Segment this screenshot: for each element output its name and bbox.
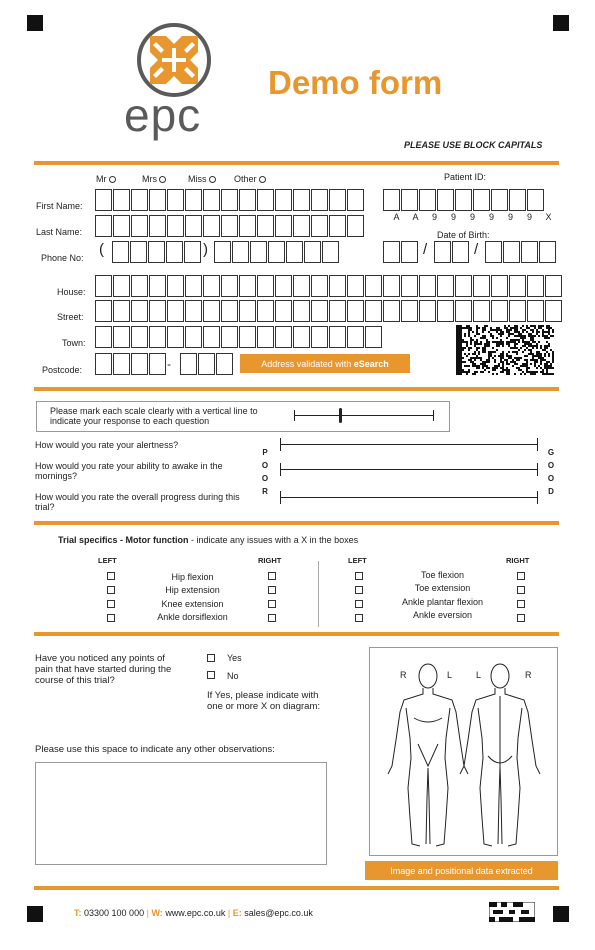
checkbox-hip-flexion-right[interactable] [268, 572, 276, 580]
diagram-label-r-back: R [525, 670, 532, 680]
char-box[interactable] [329, 300, 346, 322]
char-box[interactable] [311, 326, 328, 348]
char-box[interactable] [95, 275, 112, 297]
page-title: Demo form [268, 64, 443, 101]
phone-label: Phone No: [41, 253, 84, 263]
char-box[interactable] [130, 241, 147, 263]
body-outline-diagram [370, 648, 559, 857]
image-extracted-badge: Image and positional data extracted [365, 861, 558, 880]
char-box[interactable] [167, 189, 184, 211]
char-box[interactable] [383, 189, 400, 211]
char-box[interactable] [434, 241, 451, 263]
last-name-label: Last Name: [36, 227, 83, 237]
char-box[interactable] [455, 189, 472, 211]
char-box[interactable] [268, 241, 285, 263]
char-box[interactable] [113, 326, 130, 348]
char-box[interactable] [131, 353, 148, 375]
char-box[interactable] [221, 326, 238, 348]
checkbox-knee-extension-left[interactable] [107, 600, 115, 608]
char-box[interactable] [221, 275, 238, 297]
scale-instruction: Please mark each scale clearly with a vertical line to indicate your response to each question [50, 406, 258, 426]
char-box[interactable] [95, 215, 112, 237]
radio-mrs[interactable] [159, 176, 166, 183]
char-box[interactable] [383, 275, 400, 297]
char-box[interactable] [275, 275, 292, 297]
phone-number-field[interactable] [214, 241, 340, 263]
phone-area-code-field[interactable] [112, 241, 202, 263]
town-label: Town: [62, 338, 86, 348]
trial-item-toe-flexion: Toe flexion [420, 570, 465, 580]
checkbox-ankle-dorsiflexion-left[interactable] [107, 614, 115, 622]
char-box[interactable] [509, 275, 526, 297]
char-box[interactable] [257, 326, 274, 348]
char-box[interactable] [112, 241, 129, 263]
char-box[interactable] [322, 241, 339, 263]
patient-id-label: Patient ID: [444, 172, 487, 182]
house-label: House: [57, 287, 86, 297]
char-box[interactable] [275, 189, 292, 211]
postcode-part2-field[interactable] [180, 353, 234, 375]
patient-id-field[interactable] [383, 189, 545, 211]
char-box[interactable] [365, 300, 382, 322]
radio-other[interactable] [259, 176, 266, 183]
char-box[interactable] [383, 241, 400, 263]
title-option-other[interactable]: Other [234, 174, 266, 184]
char-box[interactable] [401, 275, 418, 297]
body-diagram-panel[interactable] [369, 647, 558, 856]
checkbox-ankle-eversion-left[interactable] [355, 614, 363, 622]
char-box[interactable] [167, 300, 184, 322]
char-box[interactable] [95, 300, 112, 322]
first-name-label: First Name: [36, 201, 83, 211]
char-box[interactable] [95, 326, 112, 348]
char-box[interactable] [149, 275, 166, 297]
char-box[interactable] [437, 300, 454, 322]
char-box[interactable] [545, 300, 562, 322]
pain-question: Have you noticed any points of pain that have started during the course of this trial? [35, 653, 172, 686]
dob-year-field[interactable] [485, 241, 557, 263]
char-box[interactable] [527, 189, 544, 211]
diagram-label-l-back: L [476, 670, 482, 680]
char-box[interactable] [329, 275, 346, 297]
good-label: G O O D [547, 448, 555, 496]
char-box[interactable] [185, 326, 202, 348]
char-box[interactable] [131, 326, 148, 348]
observations-textarea[interactable] [35, 762, 327, 865]
char-box[interactable] [347, 300, 364, 322]
dob-month-field[interactable] [434, 241, 470, 263]
char-box[interactable] [311, 215, 328, 237]
checkbox-ankle-plantar-flexion-right[interactable] [517, 600, 525, 608]
block-capitals-instruction: PLEASE USE BLOCK CAPITALS [404, 140, 543, 150]
char-box[interactable] [185, 300, 202, 322]
divider [34, 161, 559, 165]
char-box[interactable] [232, 241, 249, 263]
example-mark [339, 408, 342, 423]
trial-item-ankle-plantar-flexion: Ankle plantar flexion [401, 597, 484, 607]
progress-scale[interactable] [280, 497, 538, 498]
checkbox-knee-extension-right[interactable] [268, 600, 276, 608]
footer-website-link[interactable]: www.epc.co.uk [165, 908, 226, 918]
divider [34, 632, 559, 636]
char-box[interactable] [304, 241, 321, 263]
address-validated-badge: Address validated with eSearch [240, 354, 410, 373]
2d-barcode [456, 325, 554, 375]
char-box[interactable] [293, 189, 310, 211]
char-box[interactable] [509, 300, 526, 322]
char-box[interactable] [203, 275, 220, 297]
char-box[interactable] [184, 241, 201, 263]
char-box[interactable] [347, 215, 364, 237]
char-box[interactable] [329, 215, 346, 237]
char-box[interactable] [198, 353, 215, 375]
checkbox-hip-flexion-left[interactable] [107, 572, 115, 580]
street-field[interactable] [95, 300, 563, 322]
char-box[interactable] [203, 326, 220, 348]
char-box[interactable] [149, 189, 166, 211]
char-box[interactable] [401, 300, 418, 322]
char-box[interactable] [148, 241, 165, 263]
char-box[interactable] [113, 300, 130, 322]
char-box[interactable] [452, 241, 469, 263]
first-name-field[interactable] [95, 189, 365, 211]
trial-item-hip-flexion: Hip flexion [171, 572, 214, 582]
char-box[interactable] [131, 215, 148, 237]
char-box[interactable] [473, 189, 490, 211]
char-box[interactable] [180, 353, 197, 375]
footer-email-link[interactable]: sales@epc.co.uk [244, 908, 313, 918]
char-box[interactable] [329, 326, 346, 348]
divider [34, 521, 559, 525]
char-box[interactable] [275, 300, 292, 322]
char-box[interactable] [257, 300, 274, 322]
radio-miss[interactable] [209, 176, 216, 183]
scale-question-1: How would you rate your alertness? [35, 440, 179, 450]
char-box[interactable] [149, 326, 166, 348]
char-box[interactable] [275, 215, 292, 237]
char-box[interactable] [131, 275, 148, 297]
char-box[interactable] [455, 300, 472, 322]
char-box[interactable] [521, 241, 538, 263]
char-box[interactable] [131, 189, 148, 211]
title-option-mrs[interactable]: Mrs [142, 174, 166, 184]
example-scale [294, 415, 434, 416]
checkbox-toe-flexion-right[interactable] [517, 572, 525, 580]
postcode-dash: - [167, 357, 171, 371]
title-option-mr[interactable]: Mr [96, 174, 116, 184]
char-box[interactable] [95, 353, 112, 375]
char-box[interactable] [250, 241, 267, 263]
char-box[interactable] [149, 300, 166, 322]
patient-id-format: A A 9 9 9 9 9 9 X [393, 212, 552, 222]
char-box[interactable] [455, 275, 472, 297]
dob-separator-1: / [423, 241, 428, 258]
street-label: Street: [57, 312, 84, 322]
char-box[interactable] [473, 275, 490, 297]
char-box[interactable] [257, 275, 274, 297]
char-box[interactable] [311, 189, 328, 211]
scale-question-3: How would you rate the overall progress during this trial? [35, 492, 240, 512]
left-col-label-2: LEFT [348, 556, 367, 565]
char-box[interactable] [437, 275, 454, 297]
char-box[interactable] [221, 189, 238, 211]
checkbox-toe-flexion-left[interactable] [355, 572, 363, 580]
postcode-label: Postcode: [42, 365, 83, 375]
char-box[interactable] [167, 215, 184, 237]
dob-day-field[interactable] [383, 241, 419, 263]
char-box[interactable] [216, 353, 233, 375]
town-field[interactable] [95, 326, 383, 348]
checkbox-toe-extension-left[interactable] [355, 586, 363, 594]
awake-scale[interactable] [280, 469, 538, 470]
footer-datamatrix-code [489, 902, 535, 922]
char-box[interactable] [203, 300, 220, 322]
char-box[interactable] [311, 275, 328, 297]
char-box[interactable] [473, 300, 490, 322]
char-box[interactable] [401, 189, 418, 211]
divider [34, 387, 559, 391]
last-name-field[interactable] [95, 215, 365, 237]
checkbox-pain-no[interactable] [207, 671, 215, 679]
char-box[interactable] [166, 241, 183, 263]
char-box[interactable] [545, 275, 562, 297]
char-box[interactable] [539, 241, 556, 263]
checkbox-ankle-eversion-right[interactable] [517, 614, 525, 622]
char-box[interactable] [503, 241, 520, 263]
checkbox-ankle-dorsiflexion-right[interactable] [268, 614, 276, 622]
trial-item-knee-extension: Knee extension [161, 599, 224, 609]
char-box[interactable] [167, 275, 184, 297]
checkbox-hip-extension-left[interactable] [107, 586, 115, 594]
example-scale-end [433, 410, 434, 421]
registration-mark-top-left [27, 15, 43, 31]
char-box[interactable] [383, 300, 400, 322]
title-option-miss[interactable]: Miss [188, 174, 216, 184]
checkbox-hip-extension-right[interactable] [268, 586, 276, 594]
dob-label: Date of Birth: [437, 230, 490, 240]
char-box[interactable] [491, 300, 508, 322]
char-box[interactable] [491, 189, 508, 211]
char-box[interactable] [293, 326, 310, 348]
char-box[interactable] [509, 189, 526, 211]
scale-question-2: How would you rate your ability to awake in the mornings? [35, 461, 223, 481]
char-box[interactable] [347, 275, 364, 297]
divider [34, 886, 559, 890]
diagram-label-l-front: L [447, 670, 453, 680]
char-box[interactable] [149, 215, 166, 237]
char-box[interactable] [293, 275, 310, 297]
char-box[interactable] [293, 300, 310, 322]
trial-item-toe-extension: Toe extension [414, 583, 471, 593]
footer-contact: T: 03300 100 000 | W: www.epc.co.uk | E: sales@epc.co.uk [74, 908, 313, 918]
pain-if-yes: If Yes, please indicate with one or more X on diagram: [207, 690, 321, 712]
char-box[interactable] [221, 300, 238, 322]
char-box[interactable] [113, 353, 130, 375]
logo-text: epc [124, 89, 202, 141]
char-box[interactable] [419, 300, 436, 322]
example-scale-end [294, 410, 295, 421]
char-box[interactable] [527, 300, 544, 322]
char-box[interactable] [239, 326, 256, 348]
checkbox-pain-yes[interactable] [207, 654, 215, 662]
char-box[interactable] [275, 326, 292, 348]
char-box[interactable] [485, 241, 502, 263]
trial-divider [318, 561, 319, 627]
char-box[interactable] [239, 215, 256, 237]
char-box[interactable] [113, 215, 130, 237]
house-field[interactable] [95, 275, 563, 297]
footer-phone[interactable]: 03300 100 000 [84, 908, 145, 918]
char-box[interactable] [419, 189, 436, 211]
radio-mr[interactable] [109, 176, 116, 183]
char-box[interactable] [239, 300, 256, 322]
char-box[interactable] [185, 189, 202, 211]
alertness-scale[interactable] [280, 444, 538, 445]
char-box[interactable] [95, 189, 112, 211]
char-box[interactable] [185, 275, 202, 297]
char-box[interactable] [113, 275, 130, 297]
trial-item-hip-extension: Hip extension [165, 585, 220, 595]
char-box[interactable] [149, 353, 166, 375]
left-col-label: LEFT [98, 556, 117, 565]
char-box[interactable] [527, 275, 544, 297]
registration-mark-bottom-right [553, 906, 569, 922]
checkbox-toe-extension-right[interactable] [517, 586, 525, 594]
char-box[interactable] [203, 189, 220, 211]
phone-open-paren: ( [99, 241, 104, 258]
trial-item-ankle-dorsiflexion: Ankle dorsiflexion [157, 612, 228, 622]
char-box[interactable] [131, 300, 148, 322]
char-box[interactable] [347, 189, 364, 211]
char-box[interactable] [257, 215, 274, 237]
observations-label: Please use this space to indicate any other observations: [35, 744, 275, 755]
char-box[interactable] [401, 241, 418, 263]
char-box[interactable] [311, 300, 328, 322]
postcode-part1-field[interactable] [95, 353, 167, 375]
char-box[interactable] [293, 215, 310, 237]
trial-title: Trial specifics - Motor function - indicate any issues with a X in the boxes [58, 535, 359, 545]
char-box[interactable] [214, 241, 231, 263]
char-box[interactable] [365, 326, 382, 348]
pain-no-label: No [227, 671, 239, 681]
right-col-label: RIGHT [258, 556, 282, 565]
char-box[interactable] [239, 189, 256, 211]
char-box[interactable] [365, 275, 382, 297]
char-box[interactable] [239, 275, 256, 297]
char-box[interactable] [185, 215, 202, 237]
char-box[interactable] [167, 326, 184, 348]
poor-label: P O O R [261, 448, 269, 496]
char-box[interactable] [329, 189, 346, 211]
right-col-label-2: RIGHT [506, 556, 530, 565]
char-box[interactable] [286, 241, 303, 263]
diagram-label-r-front: R [400, 670, 407, 680]
trial-item-ankle-eversion: Ankle eversion [412, 610, 473, 620]
phone-close-paren: ) [203, 241, 208, 258]
char-box[interactable] [347, 326, 364, 348]
registration-mark-bottom-left [27, 906, 43, 922]
checkbox-ankle-plantar-flexion-left[interactable] [355, 600, 363, 608]
dob-separator-2: / [474, 241, 479, 258]
char-box[interactable] [113, 189, 130, 211]
char-box[interactable] [491, 275, 508, 297]
pain-yes-label: Yes [227, 653, 242, 663]
registration-mark-top-right [553, 15, 569, 31]
char-box[interactable] [203, 215, 220, 237]
char-box[interactable] [419, 275, 436, 297]
char-box[interactable] [221, 215, 238, 237]
char-box[interactable] [257, 189, 274, 211]
char-box[interactable] [437, 189, 454, 211]
